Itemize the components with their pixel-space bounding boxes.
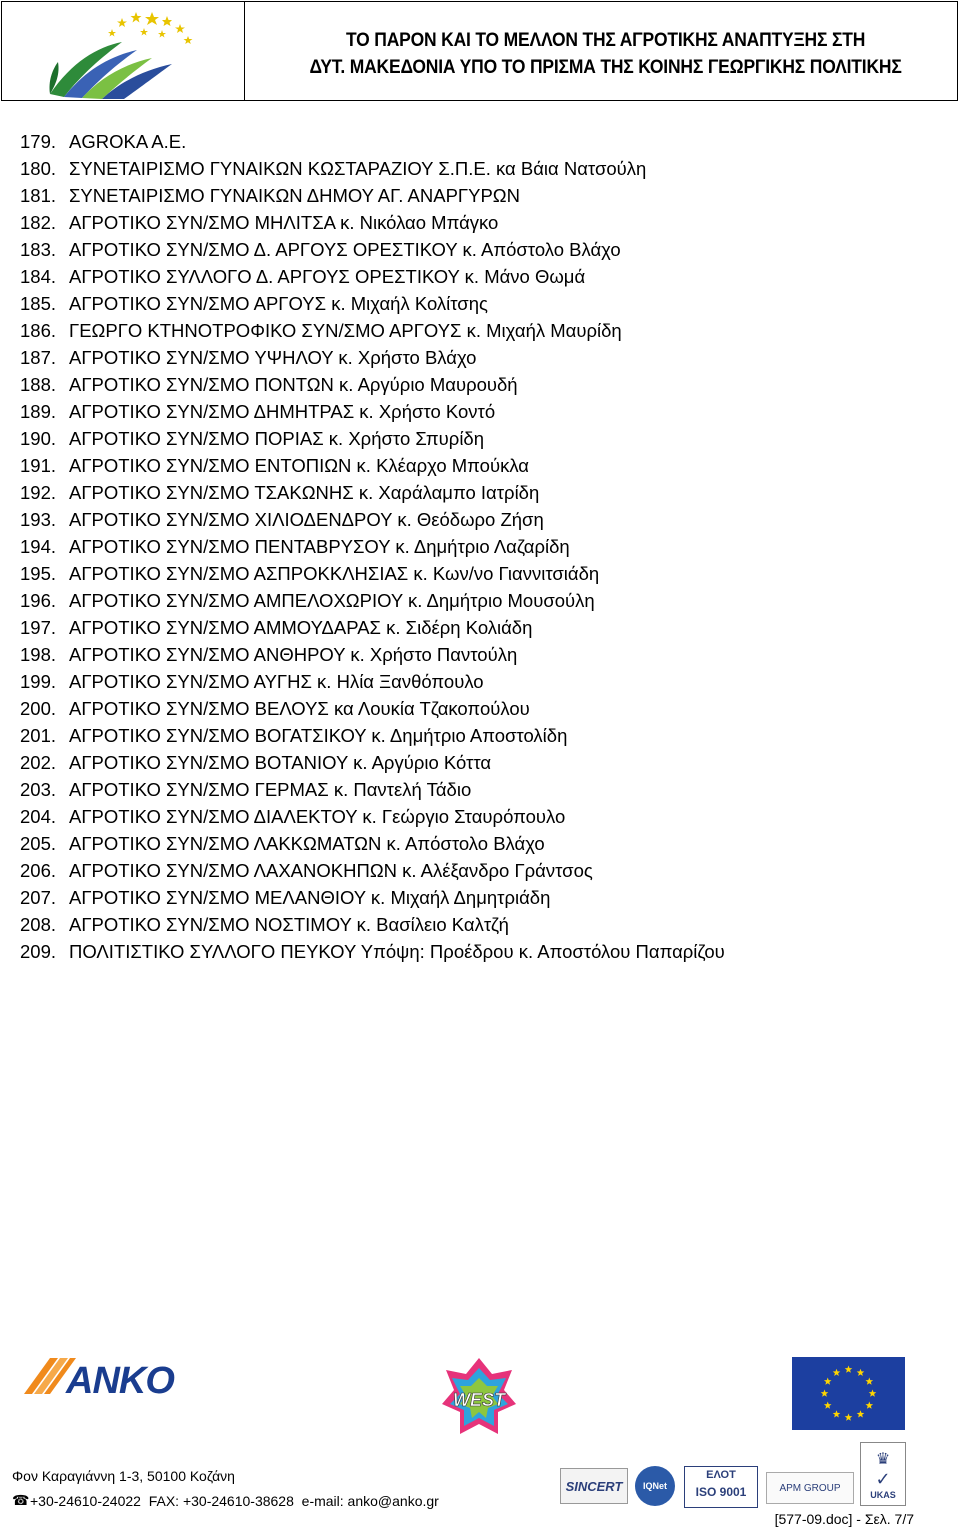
list-item-text: ΑΓΡΟΤΙΚΟ ΣΥΝ/ΣΜΟ ΠΟΝΤΩΝ κ. Αργύριο Μαυρουδή	[69, 374, 518, 395]
document-title	[273, 2, 928, 100]
sincert-logo	[560, 1468, 628, 1504]
ukas-check-icon: ✓	[875, 1468, 891, 1489]
phone-icon: ☎	[12, 1492, 30, 1508]
list-item-number: 199.	[20, 671, 57, 692]
list-item-number: 209.	[20, 941, 57, 962]
list-item-text: ΑΓΡΟΤΙΚΟ ΣΥΝ/ΣΜΟ ΛΑΚΚΩΜΑΤΩΝ κ. Απόστολο Βλάχο	[69, 833, 545, 854]
list-item-number: 200.	[20, 698, 57, 719]
elot-logo-text: ΕΛΟΤ	[706, 1469, 736, 1481]
list-item	[20, 479, 725, 506]
list-item	[20, 263, 725, 290]
eu-flag	[792, 1357, 905, 1430]
list-item-number: 193.	[20, 509, 57, 530]
list-item-text: ΑΓΡΟΤΙΚΟ ΣΥΝ/ΣΜΟ ΛΑΧΑΝΟΚΗΠΩΝ κ. Αλέξανδρο Γράντσος	[69, 860, 593, 881]
list-item-number: 179.	[20, 131, 57, 152]
list-item-text: ΓΕΩΡΓΟ ΚΤΗΝΟΤΡΟΦΙΚΟ ΣΥΝ/ΣΜΟ ΑΡΓΟΥΣ κ. Μιχαήλ Μαυρίδη	[69, 320, 622, 341]
anko-logo	[22, 1354, 202, 1398]
list-item	[20, 857, 725, 884]
list-item	[20, 749, 725, 776]
list-item-number: 183.	[20, 239, 57, 260]
list-item	[20, 398, 725, 425]
list-item-text: ΑΓΡΟΤΙΚΟ ΣΥΝ/ΣΜΟ ΤΣΑΚΩΝΗΣ κ. Χαράλαμπο Ιατρίδη	[69, 482, 540, 503]
iqnet-logo	[635, 1466, 675, 1506]
list-item-number: 195.	[20, 563, 57, 584]
address-line: Φον Καραγιάννη 1-3, 50100 Κοζάνη	[12, 1468, 235, 1484]
list-item	[20, 344, 725, 371]
list-item	[20, 452, 725, 479]
list-item-number: 202.	[20, 752, 57, 773]
list-item	[20, 155, 725, 182]
apm-group-logo	[766, 1472, 854, 1504]
list-item-text: ΑΓΡΟΤΙΚΟ ΣΥΝ/ΣΜΟ ΠΕΝΤΑΒΡΥΣΟΥ κ. Δημήτριο Λαζαρίδη	[69, 536, 570, 557]
list-item-number: 180.	[20, 158, 57, 179]
list-item-number: 184.	[20, 266, 57, 287]
list-item-number: 182.	[20, 212, 57, 233]
list-item-text: ΑΓΡΟΤΙΚΟ ΣΥΝ/ΣΜΟ ΜΗΛΙΤΣΑ κ. Νικόλαο Μπάγκο	[69, 212, 499, 233]
list-item	[20, 290, 725, 317]
list-item	[20, 695, 725, 722]
list-item-text: ΑΓΡΟΤΙΚΟ ΣΥΝ/ΣΜΟ ΧΙΛΙΟΔΕΝΔΡΟΥ κ. Θεόδωρο Ζήση	[69, 509, 544, 530]
list-item	[20, 722, 725, 749]
list-item-text: ΣΥΝΕΤΑΙΡΙΣΜΟ ΓΥΝΑΙΚΩΝ ΔΗΜΟΥ ΑΓ. ΑΝΑΡΓΥΡΩΝ	[69, 185, 520, 206]
organization-list	[20, 128, 725, 965]
west-logo-text: WEST	[453, 1390, 505, 1410]
eu-flag-icon	[792, 1357, 905, 1430]
anko-logo-icon	[22, 1354, 202, 1398]
west-logo	[440, 1356, 518, 1442]
list-item-number: 197.	[20, 617, 57, 638]
ukas-logo	[860, 1442, 906, 1506]
list-item-number: 190.	[20, 428, 57, 449]
list-item-text: ΑΓΡΟΤΙΚΟ ΣΥΛΛΟΓΟ Δ. ΑΡΓΟΥΣ ΟΡΕΣΤΙΚΟΥ κ. Μάνο Θωμά	[69, 266, 586, 287]
list-item-text: ΑΓΡΟΤΙΚΟ ΣΥΝ/ΣΜΟ ΠΟΡΙΑΣ κ. Χρήστο Σπυρίδη	[69, 428, 485, 449]
list-item	[20, 128, 725, 155]
list-item-number: 191.	[20, 455, 57, 476]
list-item	[20, 668, 725, 695]
list-item	[20, 803, 725, 830]
list-item-text: ΑΓΡΟΤΙΚΟ ΣΥΝ/ΣΜΟ ΓΕΡΜΑΣ κ. Παντελή Τάδιο	[69, 779, 472, 800]
ukas-logo-text: UKAS	[870, 1489, 896, 1500]
list-item-number: 194.	[20, 536, 57, 557]
agricultural-development-logo	[2, 2, 245, 100]
list-item-text: ΑΓΡΟΤΙΚΟ ΣΥΝ/ΣΜΟ ΑΜΠΕΛΟΧΩΡΙΟΥ κ. Δημήτριο Μουσούλη	[69, 590, 595, 611]
list-item-number: 203.	[20, 779, 57, 800]
list-item-number: 208.	[20, 914, 57, 935]
list-item-text: AGROKA A.E.	[69, 131, 187, 152]
list-item-number: 181.	[20, 185, 57, 206]
list-item-text: ΑΓΡΟΤΙΚΟ ΣΥΝ/ΣΜΟ ΜΕΛΑΝΘΙΟΥ κ. Μιχαήλ Δημητριάδη	[69, 887, 551, 908]
list-item-text: ΑΓΡΟΤΙΚΟ ΣΥΝ/ΣΜΟ ΑΝΘΗΡΟΥ κ. Χρήστο Παντούλη	[69, 644, 518, 665]
list-item-text: ΑΓΡΟΤΙΚΟ ΣΥΝ/ΣΜΟ ΒΟΓΑΤΣΙΚΟΥ κ. Δημήτριο Αποστολίδη	[69, 725, 568, 746]
list-item	[20, 884, 725, 911]
list-item-text: ΑΓΡΟΤΙΚΟ ΣΥΝ/ΣΜΟ ΑΥΓΗΣ κ. Ηλία Ξανθόπουλο	[69, 671, 484, 692]
list-item-number: 185.	[20, 293, 57, 314]
page-info: [577-09.doc] - Σελ. 7/7	[774, 1511, 914, 1527]
list-item-text: ΑΓΡΟΤΙΚΟ ΣΥΝ/ΣΜΟ ΒΕΛΟΥΣ κα Λουκία Τζακοπούλου	[69, 698, 530, 719]
list-item	[20, 506, 725, 533]
list-item-text: ΑΓΡΟΤΙΚΟ ΣΥΝ/ΣΜΟ ΒΟΤΑΝΙΟΥ κ. Αργύριο Κόττα	[69, 752, 492, 773]
list-item	[20, 911, 725, 938]
list-item-number: 198.	[20, 644, 57, 665]
list-item-text: ΑΓΡΟΤΙΚΟ ΣΥΝ/ΣΜΟ ΔΙΑΛΕΚΤΟΥ κ. Γεώργιο Σταυρόπουλο	[69, 806, 566, 827]
list-item-number: 188.	[20, 374, 57, 395]
list-item	[20, 533, 725, 560]
list-item	[20, 614, 725, 641]
list-item	[20, 587, 725, 614]
list-item-number: 204.	[20, 806, 57, 827]
list-item-text: ΑΓΡΟΤΙΚΟ ΣΥΝ/ΣΜΟ ΑΡΓΟΥΣ κ. Μιχαήλ Κολίτσης	[69, 293, 488, 314]
list-item	[20, 236, 725, 263]
iso-logo-text: ISO 9001	[695, 1485, 747, 1499]
list-item-number: 207.	[20, 887, 57, 908]
ukas-crown-icon: ♛	[875, 1450, 891, 1468]
list-item-text: ΑΓΡΟΤΙΚΟ ΣΥΝ/ΣΜΟ Δ. ΑΡΓΟΥΣ ΟΡΕΣΤΙΚΟΥ κ. Απόστολο Βλάχο	[69, 239, 621, 260]
list-item	[20, 182, 725, 209]
list-item	[20, 425, 725, 452]
sincert-logo-text: SINCERT	[565, 1478, 623, 1494]
list-item-number: 189.	[20, 401, 57, 422]
list-item-text: ΑΓΡΟΤΙΚΟ ΣΥΝ/ΣΜΟ ΔΗΜΗΤΡΑΣ κ. Χρήστο Κοντό	[69, 401, 496, 422]
anko-logo-text: ANKO	[66, 1360, 174, 1398]
list-item	[20, 938, 725, 965]
list-item-number: 201.	[20, 725, 57, 746]
apm-logo-text: APM GROUP	[779, 1482, 841, 1494]
elot-iso-logo	[684, 1466, 758, 1508]
list-item	[20, 776, 725, 803]
contact-text: +30-24610-24022 FAX: +30-24610-38628 e-mail: anko@anko.gr	[30, 1492, 439, 1509]
list-item	[20, 209, 725, 236]
list-item-number: 196.	[20, 590, 57, 611]
title-line-2: ΔΥΤ. ΜΑΚΕΔΟΝΙΑ ΥΠΟ ΤΟ ΠΡΙΣΜΑ ΤΗΣ ΚΟΙΝΗΣ ΓΕΩΡΓΙΚΗΣ ΠΟΛΙΤΙΚΗΣ	[309, 57, 902, 78]
list-item	[20, 317, 725, 344]
list-item-text: ΑΓΡΟΤΙΚΟ ΣΥΝ/ΣΜΟ ΑΜΜΟΥΔΑΡΑΣ κ. Σιδέρη Κολιάδη	[69, 617, 533, 638]
list-item-text: ΑΓΡΟΤΙΚΟ ΣΥΝ/ΣΜΟ ΝΟΣΤΙΜΟΥ κ. Βασίλειο Καλτζή	[69, 914, 509, 935]
list-item-text: ΠΟΛΙΤΙΣΤΙΚΟ ΣΥΛΛΟΓΟ ΠΕΥΚΟΥ Υπόψη: Προέδρου κ. Αποστόλου Παπαρίζου	[69, 941, 725, 962]
list-item-number: 205.	[20, 833, 57, 854]
west-logo-icon	[440, 1356, 518, 1442]
list-item-number: 192.	[20, 482, 57, 503]
contact-line	[12, 1492, 439, 1509]
page-header	[1, 1, 958, 101]
list-item	[20, 371, 725, 398]
list-item-text: ΑΓΡΟΤΙΚΟ ΣΥΝ/ΣΜΟ ΑΣΠΡΟΚΚΛΗΣΙΑΣ κ. Κων/νο Γιαννιτσιάδη	[69, 563, 600, 584]
list-item-text: ΑΓΡΟΤΙΚΟ ΣΥΝ/ΣΜΟ ΥΨΗΛΟΥ κ. Χρήστο Βλάχο	[69, 347, 477, 368]
list-item-number: 187.	[20, 347, 57, 368]
list-item-text: ΑΓΡΟΤΙΚΟ ΣΥΝ/ΣΜΟ ΕΝΤΟΠΙΩΝ κ. Κλέαρχο Μπούκλα	[69, 455, 529, 476]
list-item	[20, 560, 725, 587]
list-item-number: 186.	[20, 320, 57, 341]
list-item	[20, 830, 725, 857]
list-item-text: ΣΥΝΕΤΑΙΡΙΣΜΟ ΓΥΝΑΙΚΩΝ ΚΩΣΤΑΡΑΖΙΟΥ Σ.Π.Ε. κα Βάια Νατσούλη	[69, 158, 647, 179]
list-item-number: 206.	[20, 860, 57, 881]
iqnet-logo-text: IQNet	[642, 1481, 667, 1491]
list-item	[20, 641, 725, 668]
ribbon-stars-logo-icon	[2, 2, 245, 100]
title-line-1: ΤΟ ΠΑΡΟΝ ΚΑΙ ΤΟ ΜΕΛΛΟΝ ΤΗΣ ΑΓΡΟΤΙΚΗΣ ΑΝΑΠΤΥΞΗΣ ΣΤΗ	[345, 30, 866, 51]
